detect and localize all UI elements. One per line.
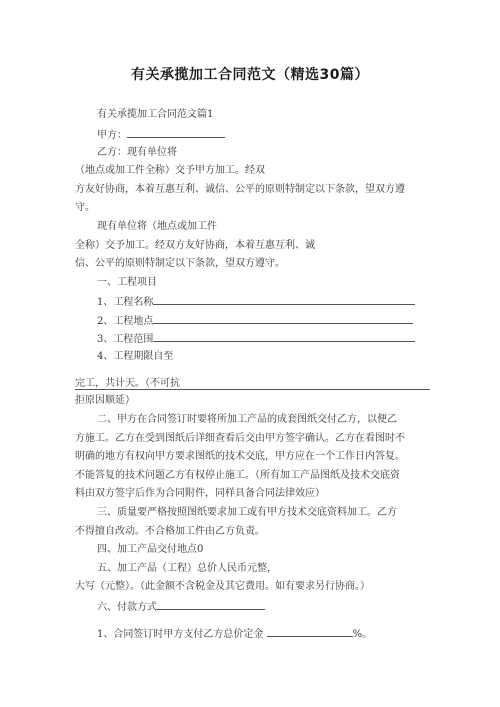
project-scope-blank	[153, 331, 415, 342]
paragraph-line: 大写（元整）。（此金额不含税金及其它费用。如有要求另行协商。）	[75, 581, 370, 592]
paragraph-line: 料由双方签字后作为合同附件，同样具备合同法律效应）	[75, 488, 325, 499]
party-a-blank	[127, 127, 225, 138]
project-period-line: 4、工程期限自至	[97, 351, 174, 362]
project-name-label: 1、工程名称	[97, 297, 154, 308]
project-site-blank	[153, 313, 413, 324]
paragraph-line: 五、加工产品（工程）总价人民币元整，	[97, 563, 277, 574]
project-site-label: 2、工程地点	[97, 316, 154, 327]
party-a-label: 甲方：	[97, 130, 127, 141]
deposit-line	[97, 626, 372, 641]
paragraph-line: 拒原因顺延）	[75, 395, 135, 406]
project-site-line	[97, 313, 413, 328]
party-b-line: 乙方：现有单位将	[97, 147, 177, 158]
paragraph-line: 信、公平的原则特制定以下条款，望双方遵守。	[75, 258, 285, 269]
completion-rule	[75, 389, 430, 390]
item-heading: 一、工程项目	[97, 277, 157, 288]
party-a-line	[97, 127, 225, 142]
paragraph-line: 不得擅自改动。不合格加工件由乙方负责。	[75, 526, 265, 537]
paragraph-line: 四、加工产品交付地点0	[97, 544, 204, 555]
completion-line: 完工，共计天。（不可抗	[75, 378, 180, 389]
deposit-blank	[267, 626, 353, 637]
deposit-percent: %。	[352, 629, 373, 640]
paragraph-line: 方友好协商，本着互惠互利、诚信、公平的原则特制定以下条款，望双方遵	[75, 184, 405, 195]
payment-method-label: 六、付款方式	[97, 602, 157, 613]
paragraph-line: 明确的地方有权向甲方要求图纸的技术交底，甲方应在一个工作日内答复。	[75, 451, 405, 462]
project-scope-line	[97, 331, 415, 346]
payment-method-blank	[157, 599, 265, 610]
paragraph-line: 方施工。乙方在受到图纸后详细查看后交由甲方签字确认。乙方在看图时不	[75, 433, 405, 444]
paragraph-line: 三、质量要严格按照图纸要求加工或有甲方技术交底资料加工。乙方	[97, 507, 397, 518]
paragraph-line: （地点或加工件全称）交予甲方加工。经双	[75, 165, 265, 176]
project-scope-label: 3、工程范围	[97, 334, 154, 345]
document-title: 有关承揽加工合同范文（精选30篇）	[131, 67, 369, 83]
paragraph-line: 二、甲方在合同签订时要将所加工产品的成套图纸交付乙方，以便乙	[97, 414, 397, 425]
project-name-blank	[153, 294, 415, 305]
paragraph-line: 不能答复的技术问题乙方有权停止施工。（所有加工产品图纸及技术交底资	[75, 470, 400, 481]
paragraph-line: 全称）交予加工。经双方友好协商，本着互惠互利、诚	[75, 240, 315, 251]
project-name-line	[97, 294, 415, 309]
paragraph-line: 现有单位将（地点或加工件	[97, 221, 217, 232]
paragraph-line: 守。	[75, 202, 95, 213]
deposit-label: 1、合同签订时甲方支付乙方总价定金	[97, 629, 264, 640]
section-heading: 有关承揽加工合同范文篇1	[97, 109, 214, 120]
payment-method-line	[97, 599, 265, 614]
